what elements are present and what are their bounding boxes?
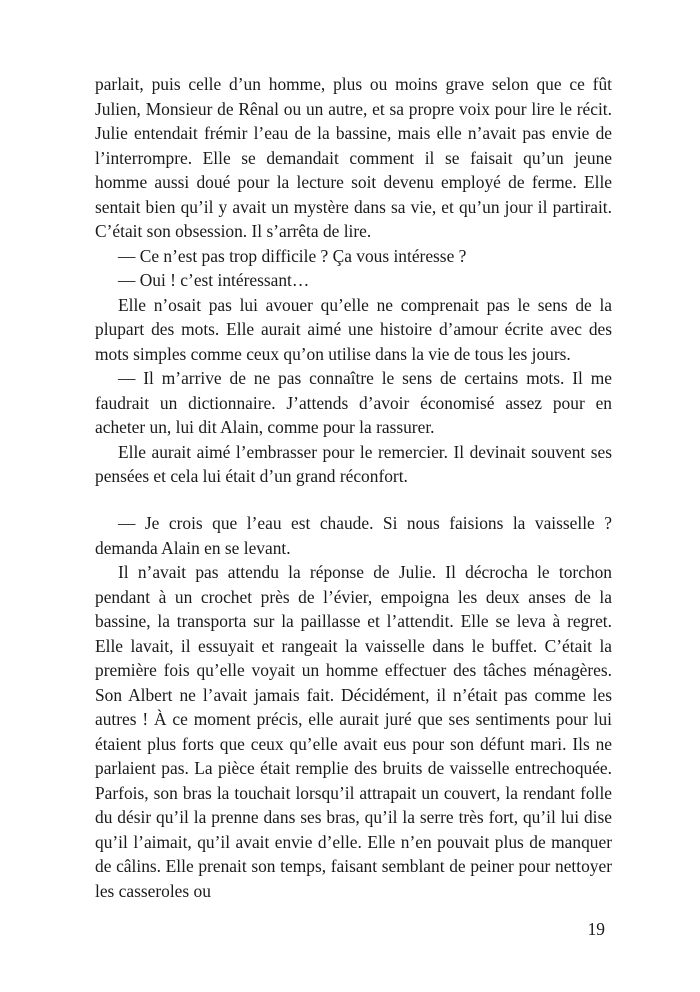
paragraph: — Ce n’est pas trop difficile ? Ça vous intéresse ? (118, 245, 467, 266)
paragraph: Elle aurait aimé l’embrasser pour le remercier. Il devinait souvent ses pensées et cela lui était d’un grand réconfort. (95, 441, 612, 486)
paragraph: — Je crois que l’eau est chaude. Si nous faisions la vaisselle ? demanda Alain en se levant. (95, 513, 612, 558)
paragraph: — Il m’arrive de ne pas connaître le sens de certains mots. Il me faudrait un dictionnaire. J’attends d’avoir économisé assez pour en acheter un, lui dit Alain, comme pour la rassurer. (95, 368, 612, 437)
text-block-1 (95, 72, 612, 489)
page-number: 19 (587, 919, 605, 939)
text-block-2 (95, 511, 612, 903)
paragraph: — Oui ! c’est intéressant… (118, 270, 310, 290)
paragraph: Elle n’osait pas lui avouer qu’elle ne comprenait pas le sens de la plupart des mots. Elle aurait aimé une histoire d’amour écrite avec des mots simples comme ceux qu’on utilise dans la vie de tous les jours. (95, 294, 612, 364)
paragraph: parlait, puis celle d’un homme, plus ou moins grave selon que ce fût Julien, Monsieur de Rênal ou un autre, et sa propre voix pour lire le récit. Julie entendait frémir l’eau de la bassine, mais elle n’avait pas envie de l’interrompre. Elle se demandait comment il se faisait qu’un jeune homme aussi doué pour la lecture soit devenu employé de ferme. Elle sentait bien qu’il y avait un mystère dans sa vie, et qu’un jour il partirait. C’était son obsession. Il s’arrêta de lire. (95, 74, 612, 241)
paragraph: Il n’avait pas attendu la réponse de Julie. Il décrocha le torchon pendant à un crochet près de l’évier, empoigna les deux anses de la bassine, la transporta sur la paillasse et l’attendit. Elle se leva à regret. Elle lavait, il essuyait et rangeait la vaisselle dans le buffet. C’était la première fois qu’elle voyait un homme effectuer des tâches ménagères. Son Albert ne l’avait jamais fait. Décidément, il n’était pas comme les autres ! À ce moment précis, elle aurait juré que ses sentiments pour lui étaient plus forts que ceux qu’elle avait eus pour son défunt mari. Ils ne parlaient pas. La pièce était remplie des bruits de vaisselle entrechoquée. Parfois, son bras la touchait lorsqu’il attrapait un couvert, la rendant folle du désir qu’il la prenne dans ses bras, qu’il la serre très fort, qu’il lui dise qu’il l’aimait, qu’il avait envie d’elle. Elle n’en pouvait plus de manquer de câlins. Elle prenait son temps, faisant semblant de peiner pour nettoyer les casseroles ou (95, 562, 612, 901)
